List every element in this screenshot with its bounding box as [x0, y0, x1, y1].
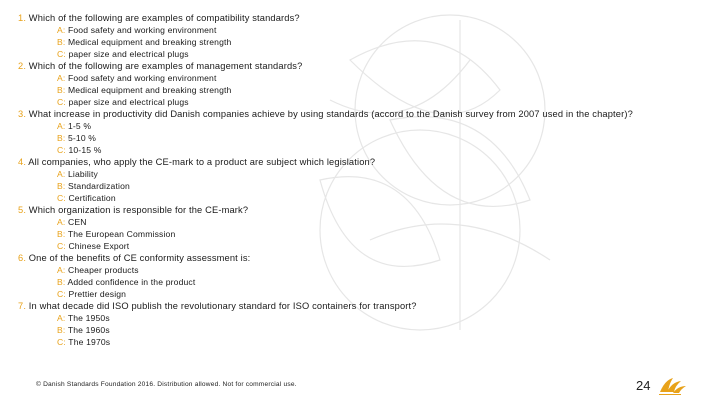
option-letter: A: — [57, 73, 66, 83]
danish-standards-wing-logo — [657, 374, 687, 396]
answer-option — [18, 72, 688, 84]
option-text: 10-15 % — [68, 145, 102, 155]
question-6 — [18, 252, 688, 264]
question-text: Which of the following are examples of management standards? — [28, 61, 303, 71]
option-letter: B: — [57, 181, 66, 191]
option-letter: C: — [57, 193, 66, 203]
option-letter: A: — [57, 217, 66, 227]
question-text: One of the benefits of CE conformity assessment is: — [28, 253, 251, 263]
option-letter: C: — [57, 97, 66, 107]
answer-option — [18, 240, 688, 252]
question-7 — [18, 300, 688, 312]
option-text: Standardization — [67, 181, 130, 191]
quiz-list — [18, 12, 688, 348]
option-letter: C: — [57, 289, 66, 299]
question-4 — [18, 156, 688, 168]
option-text: 1-5 % — [67, 121, 92, 131]
option-letter: A: — [57, 265, 66, 275]
option-text: The 1970s — [68, 337, 111, 347]
option-letter: B: — [57, 37, 66, 47]
answer-option — [18, 180, 688, 192]
answer-option — [18, 228, 688, 240]
answer-option — [18, 312, 688, 324]
option-text: CEN — [67, 217, 87, 227]
answer-option — [18, 324, 688, 336]
answer-option — [18, 144, 688, 156]
question-number: 5. — [18, 205, 27, 215]
option-letter: A: — [57, 313, 66, 323]
answer-option — [18, 336, 688, 348]
question-5 — [18, 204, 688, 216]
option-letter: B: — [57, 325, 66, 335]
question-number: 1. — [18, 13, 27, 23]
option-text: Cheaper products — [67, 265, 139, 275]
question-number: 4. — [18, 157, 27, 167]
option-letter: A: — [57, 121, 66, 131]
answer-option — [18, 264, 688, 276]
answer-option — [18, 168, 688, 180]
option-letter: C: — [57, 337, 66, 347]
page-number: 24 — [636, 378, 651, 393]
option-text: Medical equipment and breaking strength — [67, 85, 232, 95]
option-text: Certification — [68, 193, 116, 203]
option-text: The 1960s — [67, 325, 110, 335]
option-text: The European Commission — [67, 229, 176, 239]
question-1 — [18, 12, 688, 24]
option-text: 5-10 % — [67, 133, 97, 143]
question-2 — [18, 60, 688, 72]
question-text: All companies, who apply the CE-mark to a product are subject which legislation? — [28, 157, 376, 167]
question-text: What increase in productivity did Danish companies achieve by using standards (accord to the Danish survey from 2007 used in the chapter)? — [28, 109, 633, 119]
option-letter: B: — [57, 133, 66, 143]
answer-option — [18, 192, 688, 204]
option-text: The 1950s — [67, 313, 110, 323]
question-text: In what decade did ISO publish the revolutionary standard for ISO containers for transport? — [28, 301, 417, 311]
question-number: 2. — [18, 61, 27, 71]
answer-option — [18, 84, 688, 96]
option-text: Added confidence in the product — [67, 277, 196, 287]
option-text: Liability — [67, 169, 98, 179]
option-letter: B: — [57, 85, 66, 95]
question-number: 6. — [18, 253, 27, 263]
option-text: Food safety and working environment — [67, 25, 217, 35]
question-text: Which of the following are examples of compatibility standards? — [28, 13, 300, 23]
option-text: Food safety and working environment — [67, 73, 217, 83]
option-letter: C: — [57, 49, 66, 59]
option-text: paper size and electrical plugs — [68, 97, 189, 107]
answer-option — [18, 48, 688, 60]
question-3 — [18, 108, 688, 120]
option-letter: B: — [57, 229, 66, 239]
answer-option — [18, 288, 688, 300]
option-letter: A: — [57, 25, 66, 35]
option-text: Prettier design — [68, 289, 127, 299]
option-text: Chinese Export — [68, 241, 130, 251]
option-letter: C: — [57, 241, 66, 251]
answer-option — [18, 36, 688, 48]
question-number: 7. — [18, 301, 27, 311]
answer-option — [18, 276, 688, 288]
option-text: paper size and electrical plugs — [68, 49, 189, 59]
question-number: 3. — [18, 109, 27, 119]
question-text: Which organization is responsible for the CE-mark? — [28, 205, 249, 215]
option-letter: C: — [57, 145, 66, 155]
answer-option — [18, 132, 688, 144]
option-letter: B: — [57, 277, 66, 287]
option-letter: A: — [57, 169, 66, 179]
option-text: Medical equipment and breaking strength — [67, 37, 232, 47]
copyright-notice: © Danish Standards Foundation 2016. Distribution allowed. Not for commercial use. — [36, 381, 297, 388]
answer-option — [18, 216, 688, 228]
answer-option — [18, 96, 688, 108]
answer-option — [18, 120, 688, 132]
answer-option — [18, 24, 688, 36]
